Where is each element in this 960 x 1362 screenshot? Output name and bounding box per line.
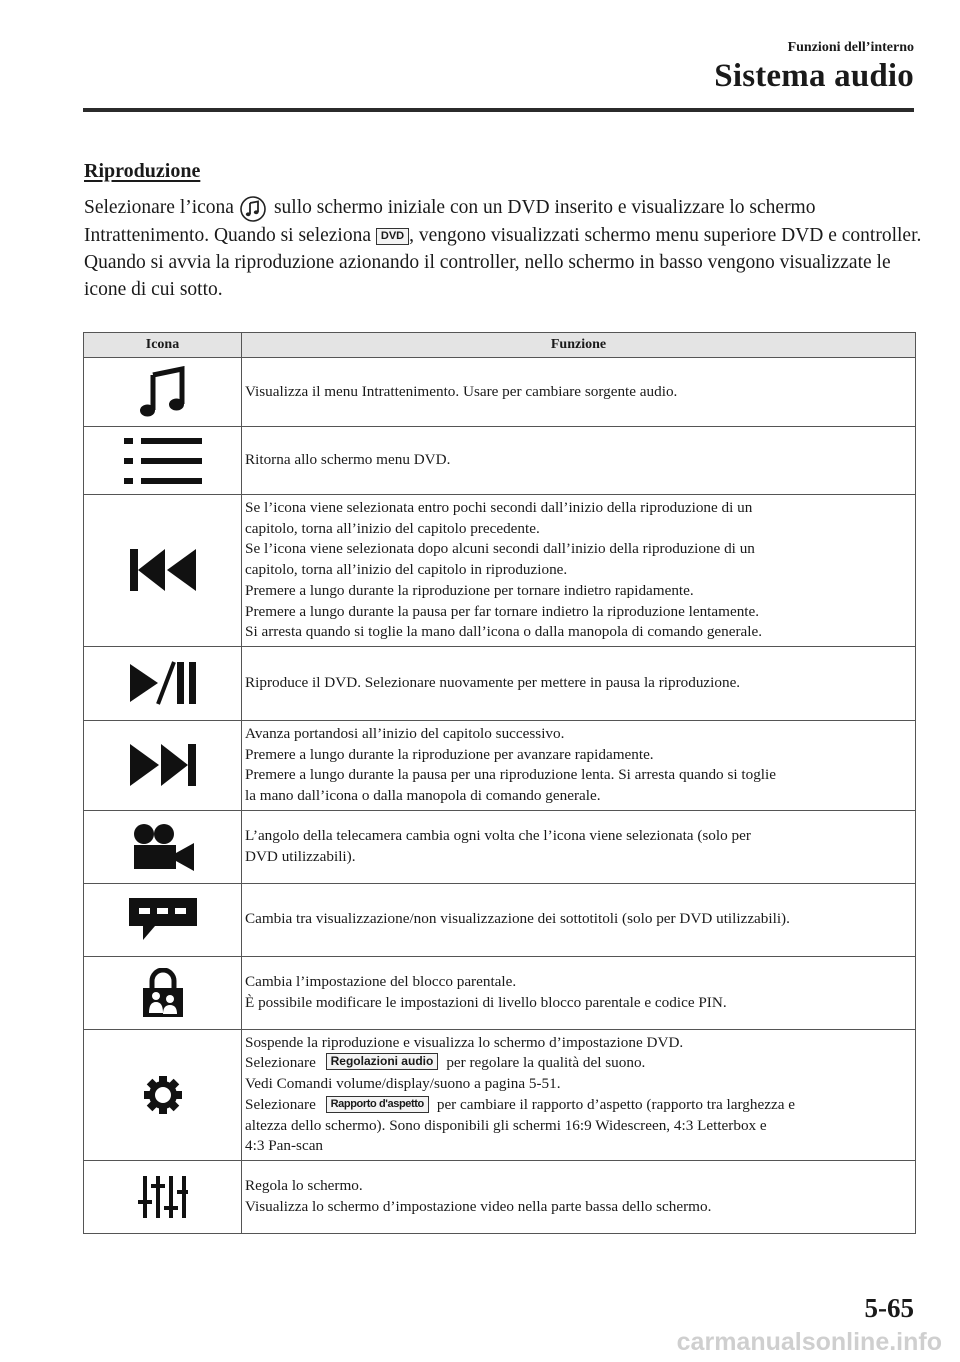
- function-text: Riproduce il DVD. Selezionare nuovamente per mettere in pausa la riproduzione.: [245, 674, 741, 692]
- function-text: Se l’icona viene selezionata entro pochi secondi dall’inizio della riproduzione di un: [245, 499, 753, 516]
- table-row: [84, 883, 916, 956]
- function-text: Premere a lungo durante la pausa per far tornare indietro la riproduzione lentamente.: [245, 602, 760, 620]
- function-text: Regola lo schermo.: [245, 1177, 363, 1195]
- intro-text: [84, 194, 924, 303]
- function-text: Ritorna allo schermo menu DVD.: [245, 451, 451, 469]
- function-text: altezza dello schermo). Sono disponibili gli schermi 16:9 Widescreen, 4:3 Letterbox e: [245, 1116, 767, 1134]
- function-text: È possibile modificare le impostazioni di livello blocco parentale e codice PIN.: [245, 993, 727, 1011]
- header-subtitle: Funzioni dell’interno: [787, 40, 914, 55]
- header-title: Sistema audio: [714, 58, 914, 94]
- dvd-button: DVD: [376, 228, 409, 245]
- icon-cell: [84, 358, 242, 427]
- music-note-icon: [138, 366, 188, 418]
- gear-icon: [141, 1073, 185, 1117]
- table-row: [84, 1029, 916, 1160]
- table-row: [84, 1160, 916, 1233]
- function-text-part: Selezionare: [245, 1054, 316, 1072]
- function-text: Cambia tra visualizzazione/non visualizzazione dei sottotitoli (solo per DVD utilizzabili).: [245, 910, 790, 928]
- function-text: Sospende la riproduzione e visualizza lo schermo d’impostazione DVD.: [245, 1033, 684, 1051]
- function-text: Visualizza lo schermo d’impostazione video nella parte bassa dello schermo.: [245, 1197, 712, 1215]
- sliders-icon: [138, 1174, 188, 1220]
- function-text: Premere a lungo durante la pausa per una riproduzione lenta. Si arresta quando si toglie: [245, 766, 776, 784]
- icon-cell: [84, 1029, 242, 1160]
- function-cell: [242, 810, 916, 883]
- intro-text-part: Selezionare l’icona: [84, 197, 234, 218]
- function-text: capitolo, torna all’inizio del capitolo in riproduzione.: [245, 561, 568, 579]
- function-text: capitolo, torna all’inizio del capitolo precedente.: [245, 519, 540, 537]
- section-title: Riproduzione: [84, 160, 201, 182]
- icon-cell: [84, 956, 242, 1029]
- function-text-part: per cambiare il rapporto d’aspetto (rapporto tra larghezza e: [436, 1095, 795, 1113]
- audio-settings-button: Regolazioni audio: [326, 1053, 439, 1070]
- subtitle-icon: [129, 898, 197, 942]
- function-text: Visualizza il menu Intrattenimento. Usare per cambiare sorgente audio.: [245, 382, 678, 400]
- watermark: carmanualsonline.info: [676, 1328, 942, 1356]
- parental-lock-icon: [141, 968, 185, 1018]
- icon-cell: [84, 720, 242, 810]
- table-row: [84, 720, 916, 810]
- column-header-icon: Icona: [84, 333, 242, 358]
- function-cell: [242, 883, 916, 956]
- page-number: 5-65: [864, 1293, 914, 1323]
- skip-forward-icon: [130, 744, 196, 786]
- table-row: [84, 956, 916, 1029]
- function-cell: [242, 1029, 916, 1160]
- skip-back-icon: [130, 549, 196, 591]
- intro-paragraph-2: Quando si avvia la riproduzione azionando il controller, nello schermo in basso vengono visualizzate le icone di cui sotto.: [84, 251, 891, 300]
- function-text: la mano dall’icona o dalla manopola di comando generale.: [245, 787, 601, 805]
- icon-cell: [84, 427, 242, 495]
- icon-cell: [84, 810, 242, 883]
- function-text-part: Selezionare: [245, 1095, 316, 1113]
- icon-cell: [84, 883, 242, 956]
- icon-cell: [84, 646, 242, 720]
- function-text: Premere a lungo durante la riproduzione per avanzare rapidamente.: [245, 745, 654, 763]
- function-cell: [242, 956, 916, 1029]
- header-rule: [83, 108, 914, 112]
- function-text: Cambia l’impostazione del blocco parentale.: [245, 973, 517, 991]
- table-row: [84, 495, 916, 647]
- function-text: Si arresta quando si toglie la mano dall’icona o dalla manopola di comando generale.: [245, 623, 763, 641]
- function-text: 4:3 Pan-scan: [245, 1137, 324, 1155]
- column-header-function: Funzione: [242, 333, 916, 358]
- function-text: [245, 1053, 909, 1074]
- function-text: Premere a lungo durante la riproduzione per tornare indietro rapidamente.: [245, 581, 694, 599]
- icon-cell: [84, 495, 242, 647]
- icon-function-table: [83, 332, 916, 1234]
- intro-text-part: sullo schermo iniziale con un DVD inserito e visualizzare lo schermo Intrattenimento. Quando si seleziona: [84, 197, 816, 246]
- function-cell: [242, 495, 916, 647]
- function-text: DVD utilizzabili).: [245, 847, 356, 865]
- table-row: [84, 358, 916, 427]
- entertainment-icon: [240, 196, 266, 222]
- function-text: L’angolo della telecamera cambia ogni volta che l’icona viene selezionata (solo per: [245, 827, 751, 845]
- video-camera-icon: [130, 823, 196, 871]
- intro-text-part: , vengono visualizzati schermo menu superiore DVD e controller.: [409, 224, 922, 246]
- function-cell: [242, 1160, 916, 1233]
- function-cell: [242, 358, 916, 427]
- table-row: [84, 810, 916, 883]
- function-cell: [242, 646, 916, 720]
- aspect-ratio-button: Rapporto d'aspetto: [326, 1096, 429, 1113]
- list-menu-icon: [124, 437, 202, 485]
- function-cell: [242, 720, 916, 810]
- function-text-part: per regolare la qualità del suono.: [446, 1054, 646, 1072]
- function-cell: [242, 427, 916, 495]
- function-text: Avanza portandosi all’inizio del capitolo successivo.: [245, 724, 565, 742]
- intro-paragraph-1: [84, 194, 924, 249]
- table-row: [84, 427, 916, 495]
- function-text: [245, 1095, 909, 1116]
- table-row: [84, 646, 916, 720]
- icon-cell: [84, 1160, 242, 1233]
- play-pause-icon: [128, 660, 198, 706]
- function-text: Se l’icona viene selezionata dopo alcuni secondi dall’inizio della riproduzione di un: [245, 540, 755, 558]
- function-text: Vedi Comandi volume/display/suono a pagina 5-51.: [245, 1075, 561, 1093]
